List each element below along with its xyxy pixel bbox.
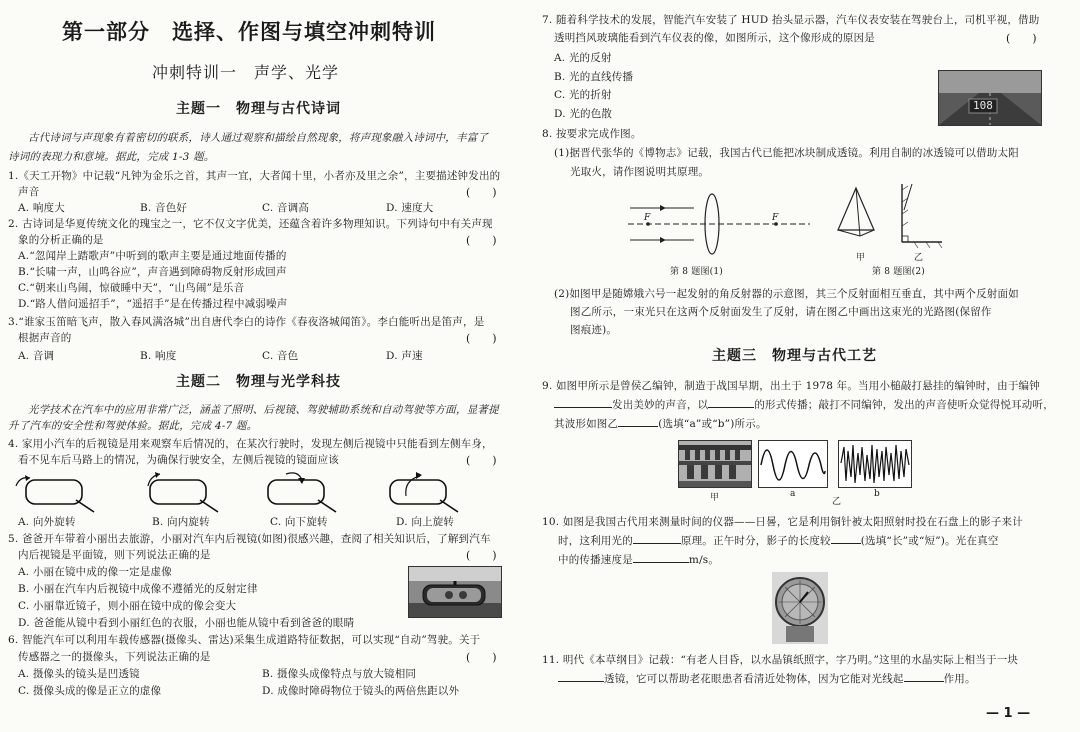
rearview-mirror-photo <box>408 566 502 618</box>
q4-option-b: B. 向内旋转 <box>152 516 210 528</box>
q6-option-d: D. 成像时障碍物位于镜头的两倍焦距以外 <box>262 685 460 697</box>
q4-answer-paren[interactable]: ( ) <box>466 454 497 467</box>
q1-option-d: D. 速度大 <box>386 202 434 214</box>
q6-option-b: B. 摄像头成像特点与放大镜相同 <box>262 668 417 680</box>
q11-line2-text-b: 作用。 <box>943 673 976 685</box>
q10-line2-text-b: 原理。正午时分，影子的长度较 <box>680 535 831 547</box>
q5-line2: 内后视镜是平面镜，则下列说法正确的是 <box>18 549 211 561</box>
mirror-figure-b <box>148 472 218 512</box>
q7-option-c: C. 光的折射 <box>554 89 612 101</box>
main-title: 第一部分 选择、作图与填空冲刺特训 <box>62 20 436 44</box>
q10-line3-text-b: m/s。 <box>688 554 720 566</box>
q6-answer-paren[interactable]: ( ) <box>466 651 497 664</box>
q3-answer-paren[interactable]: ( ) <box>466 332 497 345</box>
fig-q9-label-yi: 乙 <box>832 497 842 507</box>
topic3-title: 主题三 物理与古代工艺 <box>712 348 877 364</box>
q10-blank-3[interactable] <box>633 562 689 563</box>
q11-blank-1[interactable] <box>558 681 604 682</box>
fig-caption-2: 第 8 题图(2) <box>872 267 925 277</box>
q5-option-d: D. 爸爸能从镜中看到小丽红色的衣服，小丽也能从镜中看到爸爸的眼睛 <box>18 617 355 629</box>
q5-option-c: C. 小丽靠近镜子，则小丽在镜中成的像会变大 <box>18 600 237 612</box>
q2-option-d: D.“路人借问遥招手”，“遥招手”是在传播过程中减弱噪声 <box>18 298 288 310</box>
q6-line2: 传感器之一的摄像头，下列说法正确的是 <box>18 651 211 663</box>
hud-display-photo <box>938 70 1042 126</box>
q8-part1-line1: (1)据晋代张华的《博物志》记载，我国古代已能把冰块制成透镜。利用自制的冰透镜可以借助太阳 <box>554 147 1019 159</box>
q6-option-c: C. 摄像头成的像是正立的虚像 <box>18 685 162 697</box>
q9-line3-text-b: (选填“a”或“b”)所示。 <box>658 418 767 430</box>
page-number: — 1 — <box>986 706 1031 721</box>
q6-line1: 6. 智能汽车可以利用车载传感器(摄像头、雷达)采集生成道路特征数据，可以实现“自动”驾驶。关于 <box>8 634 481 646</box>
q7-option-d: D. 光的色散 <box>554 108 613 120</box>
q10-line2 <box>558 535 999 548</box>
corner-reflector-figure <box>836 180 946 260</box>
mirror-figure-d <box>390 472 458 512</box>
q1-line1: 1.《天工开物》中记载“凡钟为金乐之首，其声一宜，大者闻十里，小者亦及里之余”，主要描述钟发出的 <box>8 170 501 182</box>
q8-part1-line2: 光取火，请作图说明其原理。 <box>570 166 710 178</box>
q10-blank-2[interactable] <box>831 543 861 544</box>
fig-label-yi: 乙 <box>914 253 924 263</box>
q9-blank-1[interactable] <box>554 407 612 408</box>
q9-blank-2[interactable] <box>708 407 754 408</box>
q10-blank-1[interactable] <box>633 543 681 544</box>
topic1-intro-line2: 诗词的表现力和意境。据此，完成 1-3 题。 <box>8 151 215 163</box>
q10-line2-text-c: (选填“长”或“短”)。光在真空 <box>860 535 999 547</box>
q9-line3-text-a: 其波形如图乙 <box>554 418 619 430</box>
q3-option-d: D. 声速 <box>386 350 423 362</box>
q9-line3 <box>554 418 767 431</box>
q4-option-c: C. 向下旋转 <box>270 516 328 528</box>
q2-option-a: A.“忽闻岸上踏歌声”中听到的歌声主要是通过地面传播的 <box>18 250 287 262</box>
hud-speed-readout: 108 <box>973 99 993 112</box>
q11-line2-text-a: 透镜，它可以帮助老花眼患者看清近处物体，因为它能对光线起 <box>604 673 904 685</box>
q8-title: 8. 按要求完成作图。 <box>542 128 642 140</box>
q1-line2: 声音 <box>18 186 40 198</box>
q8-part2-line3: 图痕迹)。 <box>570 324 618 336</box>
q7-line1: 7. 随着科学技术的发展，智能汽车安装了 HUD 抬头显示器，汽车仪表安装在驾驶台上，司机平视，借助 <box>542 14 1040 26</box>
q6-option-a: A. 摄像头的镜头是凹透镜 <box>18 668 140 680</box>
q4-mirror-figures <box>10 470 510 516</box>
q11-line1: 11. 明代《本草纲目》记载：“有老人目昏，以水晶镇纸照字，字乃明。”这里的水晶实际上相当于一块 <box>542 654 1019 666</box>
q3-option-b: B. 响度 <box>140 350 177 362</box>
q7-option-b: B. 光的直线传播 <box>554 71 634 83</box>
q10-line1: 10. 如图是我国古代用来测量时间的仪器——日晷，它是利用铜针被太阳照射时投在石盘上的影子来计 <box>542 516 1023 528</box>
q5-line1: 5. 爸爸开车带着小丽出去旅游，小丽对汽车内后视镜(如图)很感兴趣，查阅了相关知识后，了解到汽车 <box>8 533 491 545</box>
q8-part2-line1: (2)如图甲是随嫦娥六号一起发射的角反射器的示意图，其三个反射面相互垂直，其中两个反射面如 <box>554 288 1019 300</box>
q9-blank-3[interactable] <box>618 426 658 427</box>
q10-line2-text-a: 时，这利用光的 <box>558 535 633 547</box>
topic2-title: 主题二 物理与光学科技 <box>176 374 341 390</box>
topic2-intro-line1: 光学技术在汽车中的应用非常广泛，涵盖了照明、后视镜、驾驶辅助系统和自动驾驶等方面，显著提 <box>28 404 499 416</box>
wave-label-a: a <box>790 489 796 499</box>
q4-option-a: A. 向外旋转 <box>18 516 76 528</box>
sundial-photo <box>772 572 828 644</box>
q2-line2: 象的分析正确的是 <box>18 234 104 246</box>
q4-option-d: D. 向上旋转 <box>396 516 455 528</box>
q7-answer-paren[interactable]: ( ) <box>1006 32 1037 45</box>
topic1-intro-line1: 古代诗词与声现象有着密切的联系，诗人通过观察和描绘自然现象，将声现象融入诗词中，丰富了 <box>28 132 489 144</box>
q3-option-c: C. 音色 <box>262 350 299 362</box>
q1-option-c: C. 音调高 <box>262 202 310 214</box>
q1-answer-paren[interactable]: ( ) <box>466 186 497 199</box>
q1-option-b: B. 音色好 <box>140 202 188 214</box>
chime-bells-photo <box>678 440 752 488</box>
sub-title: 冲刺特训一 声学、光学 <box>152 63 340 82</box>
fig-caption-1: 第 8 题图(1) <box>670 267 723 277</box>
q7-option-a: A. 光的反射 <box>554 52 612 64</box>
topic2-intro-line2: 升了汽车的安全性和驾驶体验。据此，完成 4-7 题。 <box>8 420 258 432</box>
fig-q9-label-jia: 甲 <box>710 493 720 503</box>
q3-line2: 根据声音的 <box>18 332 72 344</box>
q1-option-a: A. 响度大 <box>18 202 65 214</box>
q9-line2-text-b: 的形式传播；敲打不同编钟，发出的声音使听众觉得悦耳动听， <box>754 399 1054 411</box>
q4-line2: 看不见车后马路上的情况，为确保行驶安全，左侧后视镜的镜面应该 <box>18 454 339 466</box>
q10-line3-text-a: 中的传播速度是 <box>558 554 633 566</box>
q3-line1: 3.“谁家玉笛暗飞声，散入春风满洛城”出自唐代李白的诗作《春夜洛城闻笛》。李白能听出是笛声，是 <box>8 316 485 328</box>
q2-line1: 2. 古诗词是华夏传统文化的瑰宝之一，它不仅文字优美，还蕴含着许多物理知识。下列诗句中有关声现 <box>8 218 493 230</box>
lens-figure <box>624 186 814 256</box>
q10-line3 <box>558 554 719 567</box>
q2-option-c: C.“朝来山鸟闹，惊破睡中天”，“山鸟闹”是乐音 <box>18 282 245 294</box>
focus-right-label: F <box>772 213 779 223</box>
q2-answer-paren[interactable]: ( ) <box>466 234 497 247</box>
mirror-figure-c <box>268 473 336 512</box>
fig-label-jia: 甲 <box>856 253 866 263</box>
q9-line2-text-a: 发出美妙的声音，以 <box>612 399 709 411</box>
q5-answer-paren[interactable]: ( ) <box>466 549 497 562</box>
q5-option-a: A. 小丽在镜中成的像一定是虚像 <box>18 566 172 578</box>
q9-line1: 9. 如图甲所示是曾侯乙编钟，制造于战国早期，出土于 1978 年。当用小槌敲打悬挂的编钟时，由于编钟 <box>542 380 1040 392</box>
q11-blank-2[interactable] <box>904 681 944 682</box>
q4-line1: 4. 家用小汽车的后视镜是用来观察车后情况的，在某次行驶时，发现左侧后视镜中只能看到左侧车身， <box>8 438 493 450</box>
q3-option-a: A. 音调 <box>18 350 55 362</box>
q7-line2: 透明挡风玻璃能看到汽车仪表的像，如图所示，这个像形成的原因是 <box>554 32 875 44</box>
q11-line2 <box>558 673 976 686</box>
q8-part2-line2: 图乙所示，一束光只在这两个反射面发生了反射，请在图乙中画出这束光的光路图(保留作 <box>570 306 992 318</box>
mirror-figure-a <box>16 475 94 512</box>
waveform-a <box>758 440 828 488</box>
topic1-title: 主题一 物理与古代诗词 <box>176 101 341 117</box>
focus-left-label: F <box>644 213 651 223</box>
q2-option-b: B.“长啸一声，山鸣谷应”，声音遇到障碍物反射形成回声 <box>18 266 287 278</box>
q9-line2 <box>554 399 1054 412</box>
waveform-b <box>838 440 912 488</box>
q5-option-b: B. 小丽在汽车内后视镜中成像不遵循光的反射定律 <box>18 583 258 595</box>
wave-label-b: b <box>874 489 880 499</box>
